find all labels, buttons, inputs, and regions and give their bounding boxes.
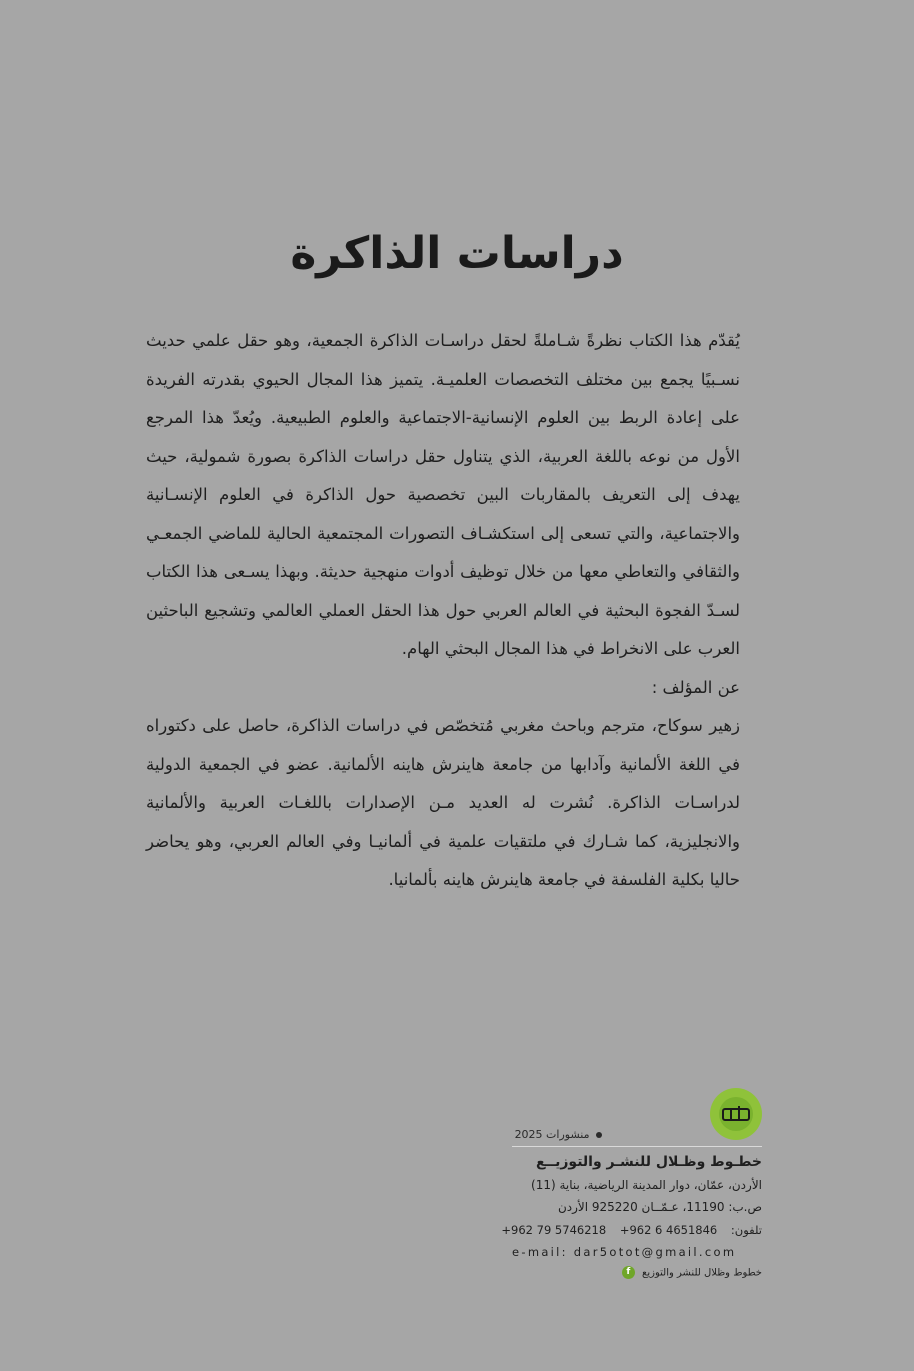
facebook-icon[interactable]: f (622, 1266, 635, 1279)
phone-label: تلفون: (730, 1223, 762, 1237)
publisher-address: الأردن، عمّان، دوار المدينة الرياضية، بناية (11) (531, 1178, 762, 1192)
book-title: دراسات الذاكرة (290, 228, 624, 279)
bullet-icon (596, 1132, 602, 1138)
back-cover-text (146, 322, 740, 900)
publisher-social[interactable] (512, 1266, 762, 1279)
publisher-name: خطـوط وظـلال للنشـر والتوزيــع (535, 1154, 762, 1170)
social-handle: خطوط وظلال للنشر والتوزيع (642, 1267, 762, 1279)
author-bio: زهير سوكاح، مترجم وباحث مغربي مُتخصّص في دراسات الذاكرة، حاصل على دكتوراه في اللغة الألمانية وآدابها من جامعة هاينرش هاينه الألمانية. عضو في الجمعية الدولية لدراسـات الذاكرة. نُشرت له العديد مـن الإصدارات باللغـات العربية والألمانية والانجليزية، كما شـارك في ملتقيات علمية في ألمانيـا وفي العالم العربي، وهو يحاضر حاليا بكلية الفلسفة في جامعة هاينرش هاينه بألمانيا. (146, 716, 740, 889)
publisher-phones (501, 1223, 762, 1237)
phone-number-1[interactable]: +962 79 5746218 (501, 1223, 607, 1237)
publisher-pobox: ص.ب: 11190، عـمّــان 925220 الأردن (557, 1200, 762, 1214)
author-heading: عن المؤلف : (651, 677, 740, 697)
book-description: يُقدّم هذا الكتاب نظرةً شـاملةً لحقل دراسـات الذاكرة الجمعية، وهو حقل علمي حديث نسـبيًا يجمع بين مختلف التخصصات العلميـة. يتميز هذا المجال الحيوي بقدرته الفريدة على إعادة الربط بين العلوم الإنسانية-الاجتماعية والعلوم الطبيعية. ويُعدّ هذا المرجع الأول من نوعه باللغة العربية، الذي يتناول حقل دراسات الذاكرة بصورة شمولية، حيث يهدف إلى التعريف بالمقاربات البين تخصصية حول الذاكرة في العلوم الإنسـانية والاجتماعية، والتي تسعى إلى استكشـاف التصورات المجتمعية الحالية للماضي الجمعـي والثقافي والتعاطي معها من خلال توظيف أدوات منهجية حديثة. وبهذا يسـعى هذا الكتاب لسـدّ الفجوة البحثية في العالم العربي حول هذا الحقل العملي العالمي وتشجيع الباحثين العرب على الانخراط في هذا المجال البحثي الهام. (146, 331, 740, 658)
phone-number-2[interactable]: +962 6 4651846 (619, 1223, 718, 1237)
khotot-logo-icon (719, 1097, 753, 1131)
divider (512, 1146, 762, 1147)
publisher-email[interactable]: e-mail: dar5otot@gmail.com (512, 1245, 737, 1259)
logo-mark (721, 1104, 751, 1124)
series-text: منشورات 2025 (514, 1128, 590, 1141)
series-label (512, 1128, 762, 1141)
